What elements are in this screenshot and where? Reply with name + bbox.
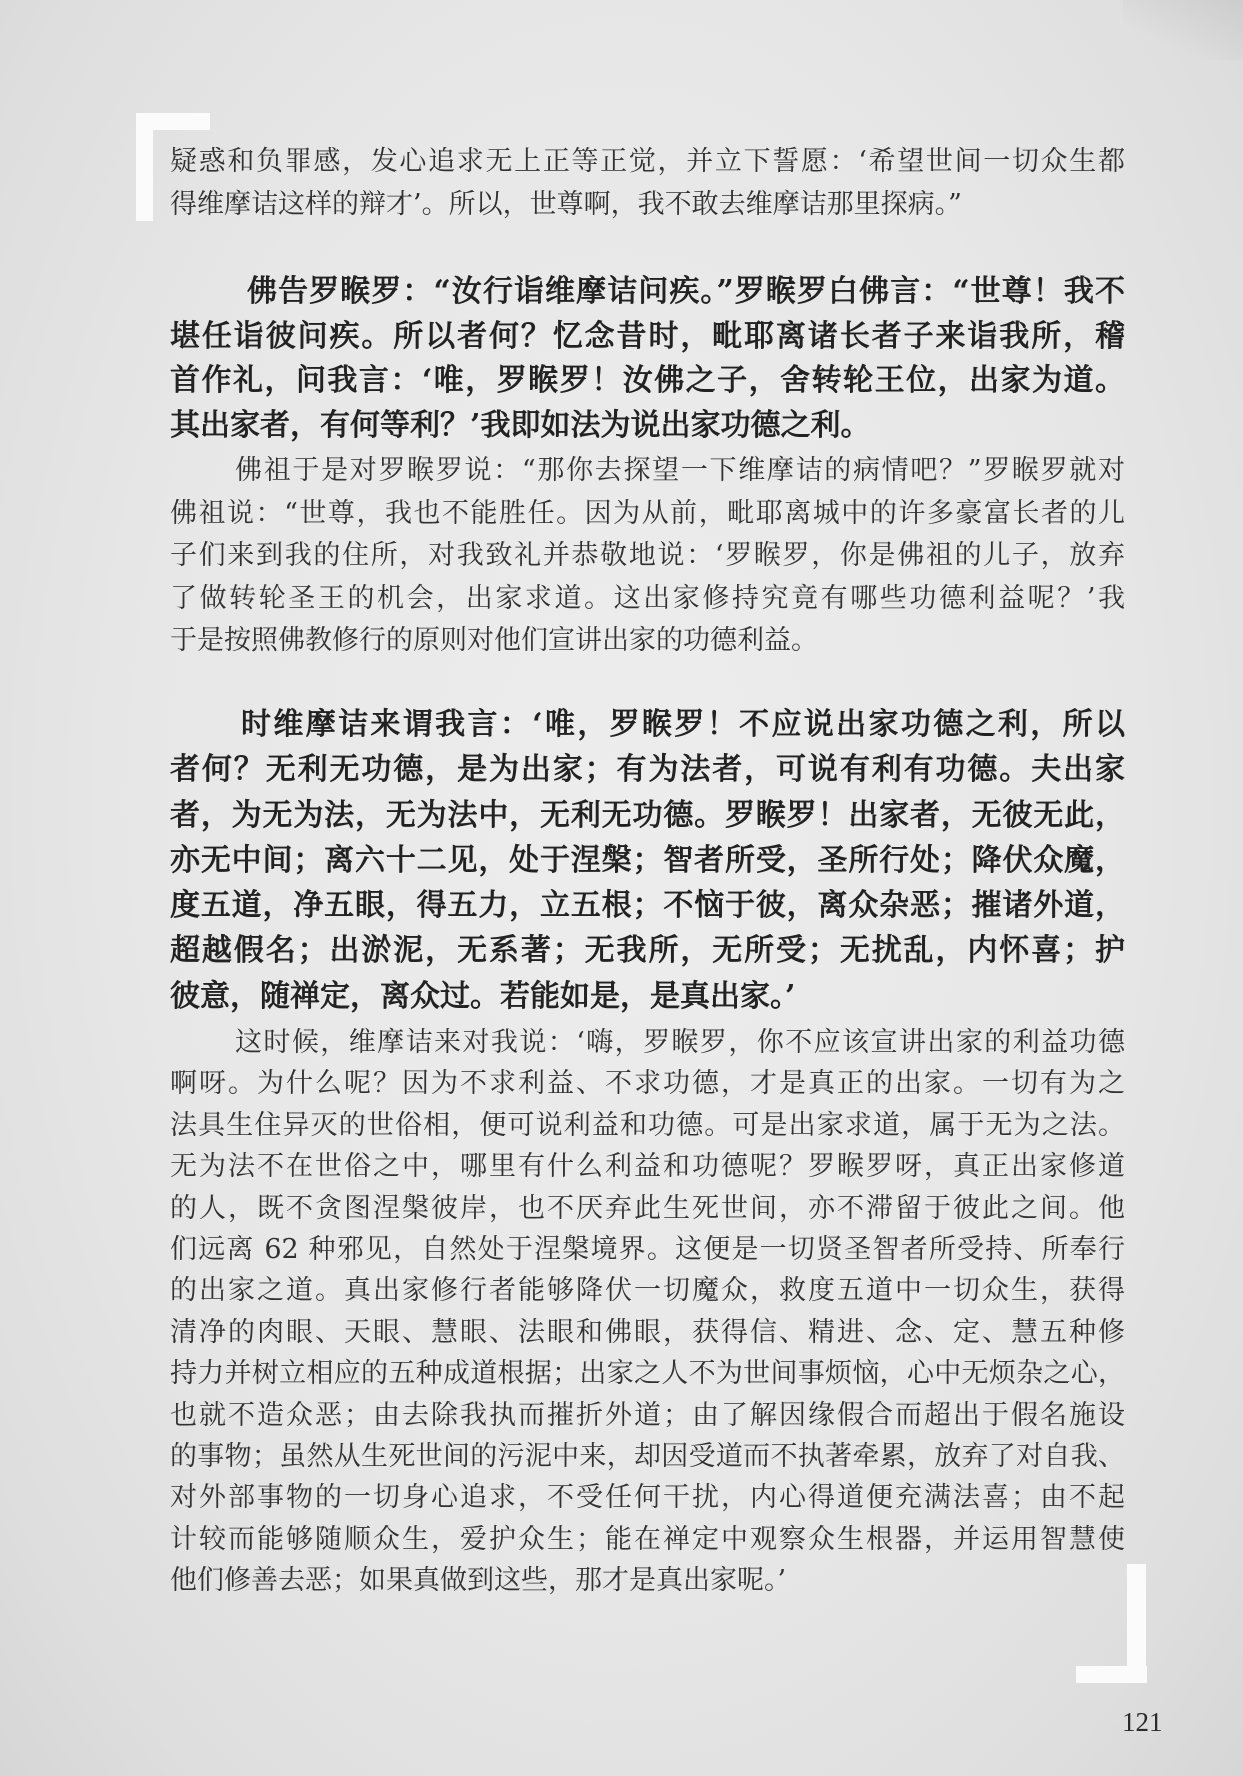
text-line: 疑惑和负罪感，发心追求无上正等正觉，并立下誓愿：‘希望世间一切众生都 — [170, 146, 1125, 177]
text-line: 时维摩诘来谓我言：‘唯，罗睺罗！不应说出家功德之利，所以 — [241, 707, 1125, 742]
text-line: 啊呀。为什么呢？因为不求利益、不求功德，才是真正的出家。一切有为之 — [170, 1068, 1125, 1100]
text-line: 亦无中间；离六十二见，处于涅槃；智者所受，圣所行处；降伏众魔， — [170, 842, 1125, 878]
text-line: 清净的肉眼、天眼、慧眼、法眼和佛眼，获得信、精进、念、定、慧五种修 — [170, 1316, 1125, 1348]
crop-mark-bottom-right-horizontal — [1076, 1666, 1147, 1683]
text-line: 持力并树立相应的五种成道根据；出家之人不为世间事烦恼，心中无烦杂之心， — [170, 1358, 1125, 1390]
text-line: 其出家者，有何等利？’我即如法为说出家功德之利。 — [170, 407, 871, 443]
text-line: 他们修善去恶；如果真做到这些，那才是真出家呢。’ — [170, 1565, 787, 1597]
text-line: 佛祖于是对罗睺罗说：“那你去探望一下维摩诘的病情吧？”罗睺罗就对 — [235, 455, 1125, 486]
text-line: 度五道，净五眼，得五力，立五根；不恼于彼，离众杂恶；摧诸外道， — [170, 888, 1125, 924]
text-line: 了做转轮圣王的机会，出家求道。这出家修持究竟有哪些功德利益呢？’我 — [170, 582, 1125, 614]
text-line: 的人，既不贪图涅槃彼岸，也不厌弃此生死世间，亦不滞留于彼此之间。他 — [170, 1192, 1125, 1224]
page-number: 121 — [1122, 1707, 1163, 1737]
translation-paragraph — [170, 140, 1125, 226]
text-line: 彼意，随禅定，离众过。若能如是，是真出家。’ — [170, 978, 796, 1014]
scripture-paragraph — [170, 270, 1125, 448]
translation-paragraph — [170, 1022, 1125, 1601]
text-line: 超越假名；出淤泥，无系著；无我所，无所受；无扰乱，内怀喜；护 — [170, 933, 1125, 969]
text-line: 者何？无利无功德，是为出家；有为法者，可说有利有功德。夫出家 — [170, 752, 1125, 788]
scan-shadow — [1123, 0, 1243, 60]
text-line: 子们来到我的住所，对我致礼并恭敬地说：‘罗睺罗，你是佛祖的儿子，放弃 — [170, 540, 1125, 571]
text-line: 佛告罗睺罗：“汝行诣维摩诘问疾。”罗睺罗白佛言：“世尊！我不 — [247, 274, 1125, 309]
text-line: 堪任诣彼问疾。所以者何？忆念昔时，毗耶离诸长者子来诣我所，稽 — [170, 318, 1125, 354]
text-line: 也就不造众恶；由去除我执而摧折外道；由了解因缘假合而超出于假名施设 — [170, 1399, 1125, 1431]
crop-mark-top-left-horizontal — [136, 113, 210, 130]
text-line: 的出家之道。真出家修行者能够降伏一切魔众，救度五道中一切众生，获得 — [170, 1275, 1125, 1307]
text-line: 首作礼，问我言：‘唯，罗睺罗！汝佛之子，舍转轮王位，出家为道。 — [170, 363, 1125, 398]
text-line: 对外部事物的一切身心追求，不受任何干扰，内心得道便充满法喜；由不起 — [170, 1482, 1125, 1514]
text-line: 者，为无为法，无为法中，无利无功德。罗睺罗！出家者，无彼无此， — [170, 797, 1125, 833]
text-line: 们远离 62 种邪见，自然处于涅槃境界。这便是一切贤圣智者所受持、所奉行 — [170, 1233, 1125, 1265]
scripture-paragraph — [170, 702, 1125, 1019]
text-line: 法具生住异灭的世俗相，便可说利益和功德。可是出家求道，属于无为之法。 — [170, 1109, 1125, 1141]
text-line: 于是按照佛教修行的原则对他们宣讲出家的功德利益。 — [170, 625, 818, 656]
text-line: 得维摩诘这样的辩才’。所以，世尊啊，我不敢去维摩诘那里探病。” — [170, 189, 962, 220]
text-line: 计较而能够随顺众生，爱护众生；能在禅定中观察众生根器，并运用智慧使 — [170, 1523, 1125, 1555]
text-line: 无为法不在世俗之中，哪里有什么利益和功德呢？罗睺罗呀，真正出家修道 — [170, 1151, 1125, 1183]
text-line: 佛祖说：“世尊，我也不能胜任。因为从前，毗耶离城中的许多豪富长者的儿 — [170, 497, 1125, 529]
translation-paragraph — [170, 450, 1125, 663]
text-line: 这时候，维摩诘来对我说：‘嗨，罗睺罗，你不应该宣讲出家的利益功德 — [235, 1027, 1125, 1058]
text-line: 的事物；虽然从生死世间的污泥中来，却因受道而不执著牵累，放弃了对自我、 — [170, 1440, 1125, 1472]
